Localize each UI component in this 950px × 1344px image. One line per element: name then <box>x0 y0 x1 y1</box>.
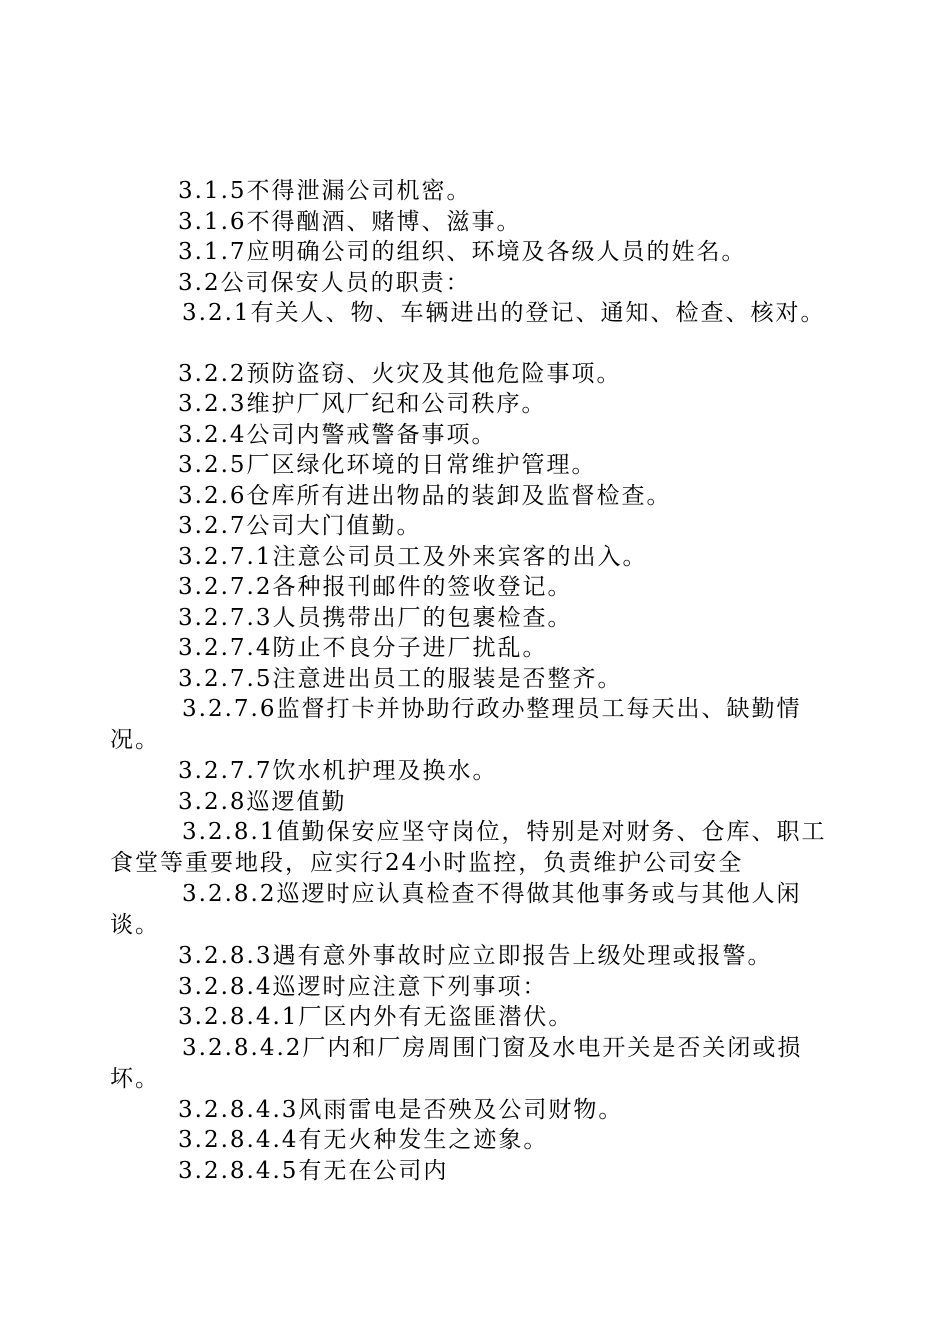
clause-3-1-6: 3.1.6不得酗酒、赌博、滋事。 <box>178 208 522 235</box>
clause-3-2-8: 3.2.8巡逻值勤 <box>178 788 347 815</box>
clause-3-2-8-2: 3.2.8.2巡逻时应认真检查不得做其他事务或与其他人闲谈。 <box>110 881 802 938</box>
clause-3-2-8-4-2: 3.2.8.4.2厂内和厂房周围门窗及水电开关是否关闭或损坏。 <box>110 1034 803 1092</box>
clause-3-1-7: 3.1.7应明确公司的组织、环境及各级人员的姓名。 <box>178 239 747 265</box>
clause-3-2-8-4-1: 3.2.8.4.1厂区内外有无盗匪潜伏。 <box>178 1004 574 1030</box>
clause-3-2-8-4: 3.2.8.4巡逻时应注意下列事项： <box>178 973 548 1000</box>
clause-3-2-7-4: 3.2.7.4防止不良分子进厂扰乱。 <box>178 635 548 661</box>
clause-3-2-6: 3.2.6仓库所有进出物品的装卸及监督检查。 <box>178 482 672 509</box>
clause-3-2-4: 3.2.4公司内警戒警备事项。 <box>178 421 497 448</box>
clause-3-2-8-1: 3.2.8.1值勤保安应坚守岗位，特别是对财务、仓库、职工食堂等重要地段，应实行24小时监控，负责维护公司安全 <box>110 819 827 876</box>
clause-3-2-1: 3.2.1有关人、物、车辆进出的登记、通知、检查、核对。 <box>182 300 826 326</box>
clause-3-2-8-3: 3.2.8.3遇有意外事故时应立即报告上级处理或报警。 <box>178 943 773 969</box>
clause-3-2-7-5: 3.2.7.5注意进出员工的服装是否整齐。 <box>178 665 623 692</box>
clause-3-2-7-3: 3.2.7.3人员携带出厂的包裹检查。 <box>178 604 573 631</box>
clause-3-2-3: 3.2.3维护厂风厂纪和公司秩序。 <box>178 391 547 417</box>
clause-3-2-7: 3.2.7公司大门值勤。 <box>178 513 422 539</box>
clause-3-2-7-1: 3.2.7.1注意公司员工及外来宾客的出入。 <box>178 543 648 570</box>
clause-3-2-7-2: 3.2.7.2各种报刊邮件的签收登记。 <box>178 574 573 600</box>
clause-3-2-8-4-4: 3.2.8.4.4有无火种发生之迹象。 <box>178 1127 549 1153</box>
clause-3-2-5: 3.2.5厂区绿化环境的日常维护管理。 <box>178 452 597 478</box>
clause-3-2: 3.2公司保安人员的职责： <box>178 269 471 296</box>
document-body <box>110 176 840 1186</box>
clause-3-2-8-4-3: 3.2.8.4.3风雨雷电是否殃及公司财物。 <box>178 1096 624 1123</box>
paragraph-gap <box>110 329 840 359</box>
clause-3-2-8-4-5: 3.2.8.4.5有无在公司内 <box>178 1157 449 1184</box>
clause-3-2-7-6: 3.2.7.6监督打卡并协助行政办整理员工每天出、缺勤情况。 <box>110 696 802 753</box>
clause-3-1-5: 3.1.5不得泄漏公司机密。 <box>178 178 472 204</box>
clause-3-2-7-7: 3.2.7.7饮水机护理及换水。 <box>178 758 498 784</box>
clause-3-2-2: 3.2.2预防盗窃、火灾及其他危险事项。 <box>178 360 622 387</box>
